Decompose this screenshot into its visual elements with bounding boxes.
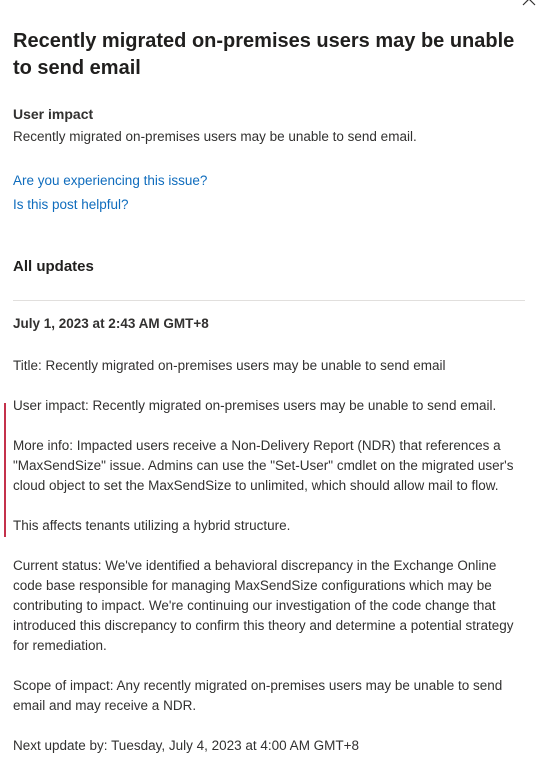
close-icon (521, 0, 537, 7)
update-next-update-paragraph: Next update by: Tuesday, July 4, 2023 at 4:00 AM GMT+8 (13, 738, 360, 753)
user-impact-label: User impact (13, 106, 94, 122)
post-helpful-link[interactable]: Is this post helpful? (13, 197, 129, 212)
experiencing-issue-link[interactable]: Are you experiencing this issue? (13, 173, 208, 188)
close-button[interactable] (521, 0, 537, 7)
update-timestamp: July 1, 2023 at 2:43 AM GMT+8 (13, 316, 209, 331)
user-impact-text: Recently migrated on-premises users may be unable to send email. (13, 129, 417, 144)
update-affects-paragraph: This affects tenants utilizing a hybrid structure. (13, 518, 291, 533)
update-more-info-paragraph: More info: Impacted users receive a Non-Delivery Report (NDR) that references a "MaxSendSize" issue. Admins can use the "Set-User" cmdlet on the migrated user's cloud object to set the MaxSendSize to unlimited, which should allow mail to flow. (13, 438, 514, 493)
update-scope-paragraph: Scope of impact: Any recently migrated on-premises users may be unable to send email and may receive a NDR. (13, 678, 503, 713)
divider (13, 300, 525, 301)
change-marker-bar (4, 403, 6, 537)
page-title: Recently migrated on-premises users may be unable to send email (13, 30, 515, 79)
update-title-paragraph: Title: Recently migrated on-premises users may be unable to send email (13, 358, 446, 373)
all-updates-heading: All updates (13, 258, 94, 275)
update-current-status-paragraph: Current status: We've identified a behavioral discrepancy in the Exchange Online code base responsible for managing MaxSendSize configurations which may be contributing to impact. We're continuing our investigation of the code change that introduced this discrepancy to confirm this theory and determine a potential strategy for remediation. (13, 558, 514, 653)
update-user-impact-paragraph: User impact: Recently migrated on-premises users may be unable to send email. (13, 398, 497, 413)
